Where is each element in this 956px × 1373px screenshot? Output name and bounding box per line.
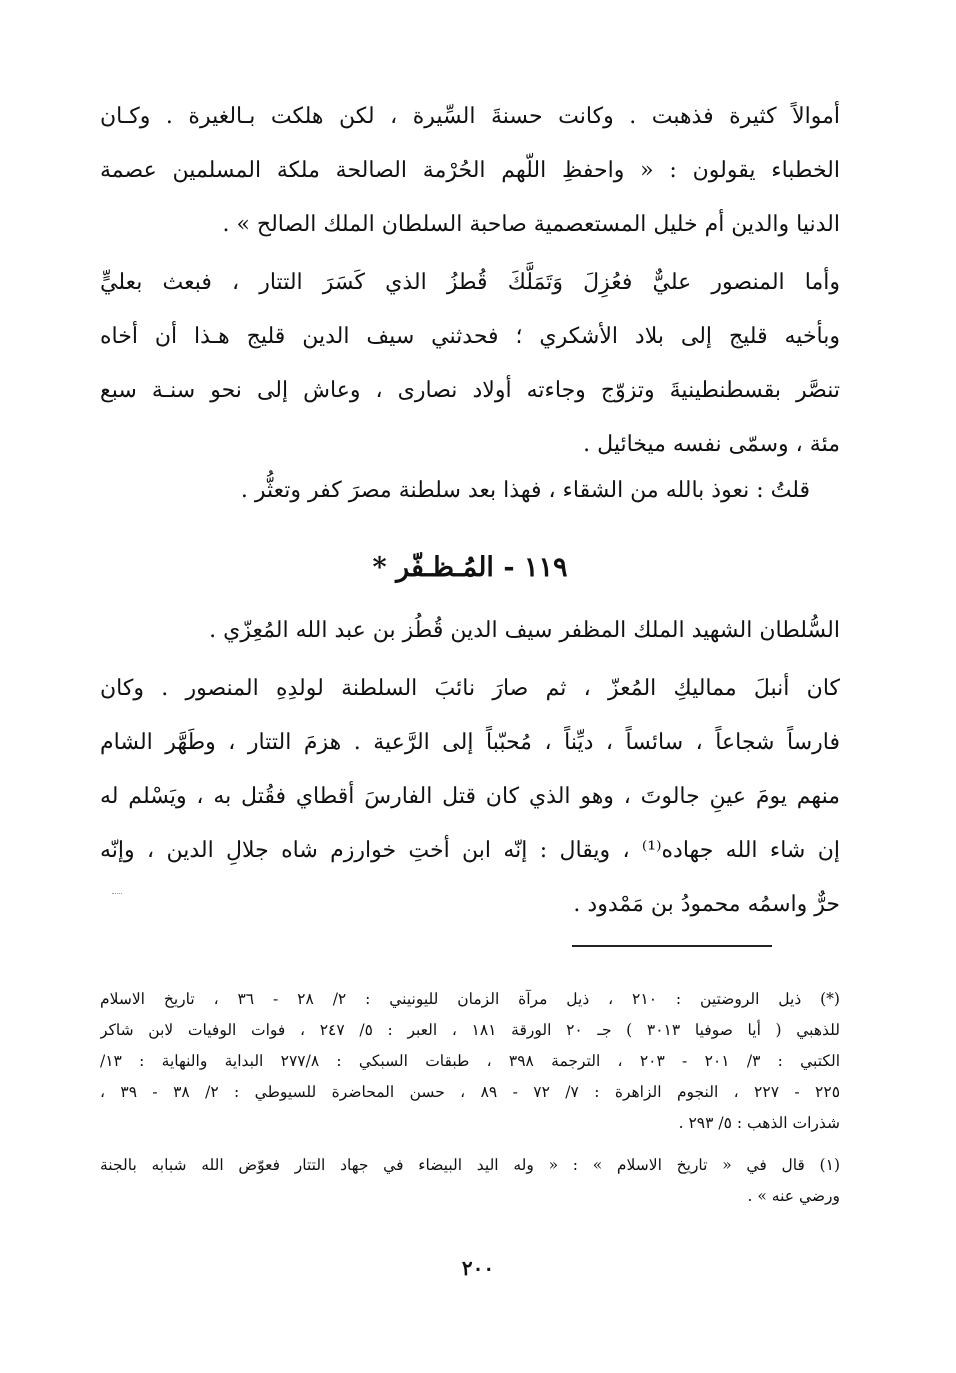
paragraph-line: وأما المنصور عليٌّ فعُزِلَ وَتَمَلَّكَ قُطزُ الذي كَسَرَ التتار ، فبعث بعليٍّ: [100, 270, 840, 295]
footnote-line: (١) قال في « تاريخ الاسلام » : « وله اليد البيضاء في جهاد التتار فعوّض الله شبابه بالجنة: [100, 1156, 840, 1174]
paragraph-line: أموالاً كثيرة فذهبت . وكانت حسنةَ السِّيرة ، لكن هلكت بـالغيرة . وكـان: [100, 104, 840, 129]
paragraph-line: إن شاء الله جهاده⁽¹⁾ ، ويقال : إنّه ابن أختِ خوارزم شاه جلالِ الدين ، وإنّه: [100, 838, 840, 863]
paragraph-line: منهم يومَ عينِ جالوتَ ، وهو الذي كان قتل الفارسَ أقطاي فقُتل به ، ويَسْلم له: [100, 784, 840, 809]
paragraph-line: قلتُ : نعوذ بالله من الشقاء ، فهذا بعد سلطنة مصرَ كفر وتعثُّر .: [240, 478, 810, 503]
scan-speck: [112, 893, 122, 894]
footnote-line: الكتبي : ٣/ ٢٠١ - ٢٠٣ ، الترجمة ٣٩٨ ، طبقات السبكي : ٢٧٧/٨ البداية والنهاية : ١٣/: [100, 1052, 840, 1070]
paragraph-line: تنصَّر بقسطنطينيةَ وتزوّج وجاءته أولاد نصارى ، وعاش إلى نحو سنـة سبع: [100, 378, 840, 403]
footnote-divider: [572, 945, 772, 947]
footnote-line: (*) ذيل الروضتين : ٢١٠ ، ذيل مرآة الزمان لليونيني : ٢/ ٢٨ - ٣٦ ، تاريخ الاسلام: [100, 990, 840, 1008]
footnote-star: [100, 984, 840, 1139]
paragraph-line: وبأخيه قليج إلى بلاد الأشكري ؛ فحدثني سيف الدين قليج هـذا أن أخاه: [100, 324, 840, 349]
paragraph-line: السُّلطان الشهيد الملك المظفر سيف الدين قُطُز بن عبد الله المُعِزّي .: [209, 618, 840, 643]
paragraph-line: فارساً شجاعاً ، سائساً ، ديِّناً ، مُحبّباً إلى الرَّعية . هزمَ التتار ، وطَهَّر الشام: [100, 730, 840, 755]
page-number: ٢٠٠: [461, 1256, 495, 1280]
paragraph-1: [100, 90, 840, 252]
paragraph-2: [100, 256, 840, 472]
paragraph-line: الدنيا والدين أم خليل المستعصمية صاحبة السلطان الملك الصالح » .: [222, 212, 840, 237]
entry-heading: ١١٩ - المُـظـفّر *: [372, 552, 568, 583]
paragraph-line: حرٌّ واسمُه محمودُ بن مَمْدود .: [573, 892, 840, 917]
paragraph-line: مئة ، وسمّى نفسه ميخائيل .: [583, 432, 840, 457]
footnote-line: ٢٢٥ - ٢٢٧ ، النجوم الزاهرة : ٧/ ٧٢ - ٨٩ ، حسن المحاضرة للسيوطي : ٢/ ٣٨ - ٣٩ ،: [100, 1083, 840, 1101]
footnote-line: شذرات الذهب : ٥/ ٢٩٣ .: [678, 1114, 840, 1132]
paragraph-line: كان أنبلَ مماليكِ المُعزّ ، ثم صارَ نائبَ السلطنة لولدِهِ المنصور . وكان: [100, 676, 840, 701]
paragraph-3: [100, 464, 840, 518]
paragraph-4: [100, 604, 840, 658]
footnote-line: للذهبي ( أيا صوفيا ٣٠١٣ ) جـ ٢٠ الورقة ١٨١ ، العبر : ٥/ ٢٤٧ ، فوات الوفيات لابن شاكر: [100, 1021, 840, 1039]
paragraph-line: الخطباء يقولون : « واحفظِ اللّهم الحُرْمة الصالحة ملكة المسلمين عصمة: [100, 158, 840, 183]
footnote-one: [100, 1150, 840, 1212]
paragraph-5: [100, 662, 840, 932]
footnote-line: ورضي عنه » .: [747, 1187, 840, 1205]
